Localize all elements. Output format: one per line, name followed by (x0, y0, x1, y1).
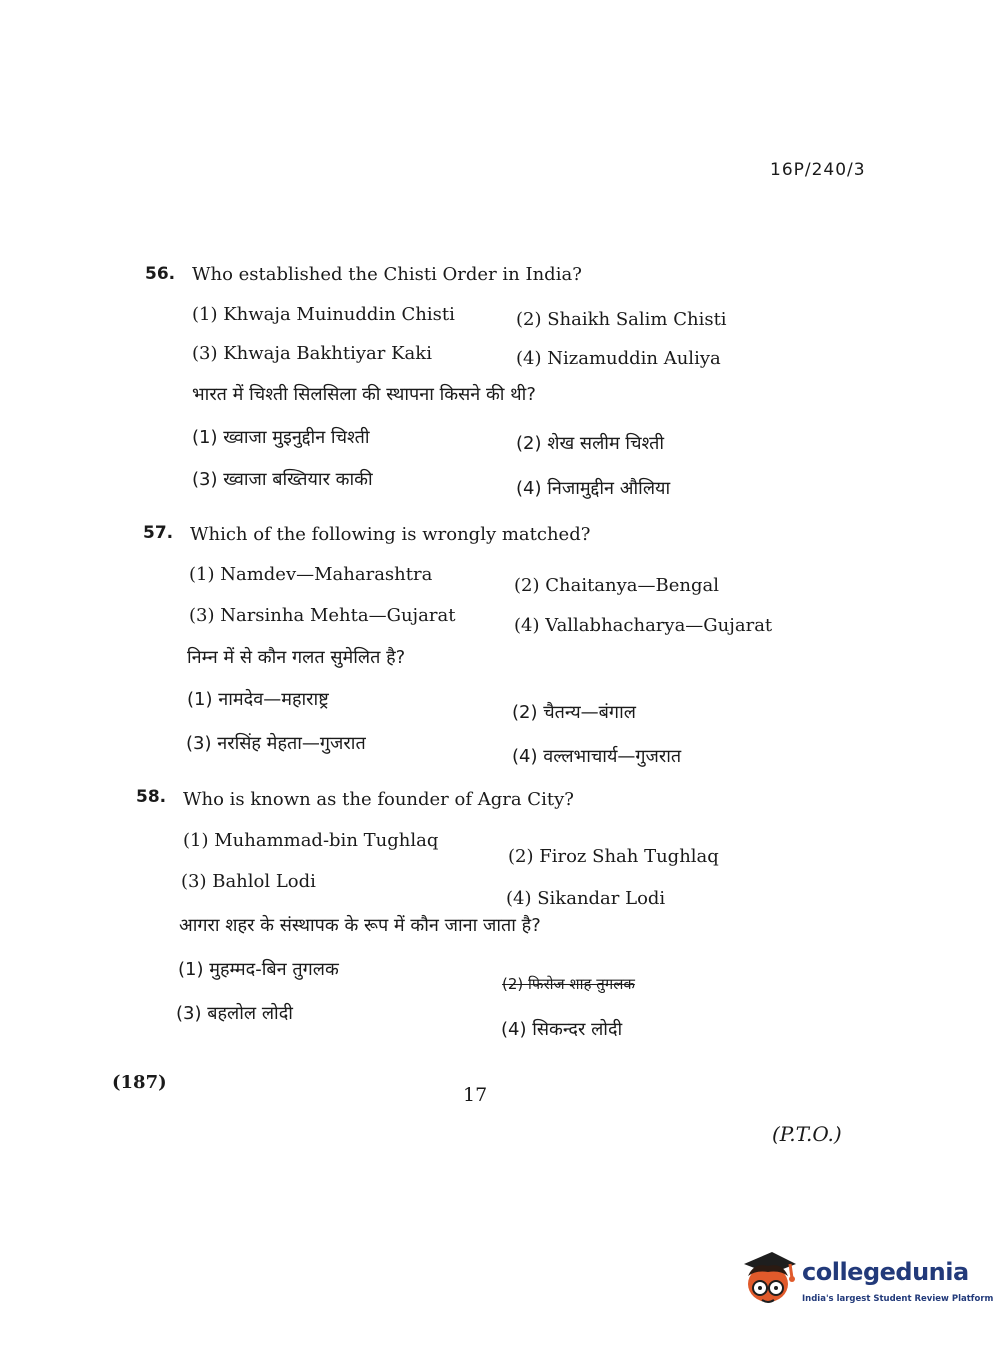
question-text: Who is known as the founder of Agra City? (183, 789, 574, 810)
option-4: (4) Sikandar Lodi (506, 888, 666, 909)
hindi-option-4: (4) वल्लभाचार्य—गुजरात (512, 746, 682, 767)
page-number: 17 (463, 1084, 488, 1106)
question-number: 57. (143, 523, 174, 543)
footer-paper-code: (187) (112, 1072, 167, 1093)
hindi-option-4: (4) निजामुद्दीन औलिया (516, 478, 671, 499)
hindi-option-3: (3) बहलोल लोदी (176, 1003, 293, 1024)
option-1: (1) Muhammad-bin Tughlaq (183, 830, 439, 851)
hindi-option-4: (4) सिकन्दर लोदी (501, 1019, 623, 1040)
option-2: (2) Chaitanya—Bengal (514, 575, 720, 596)
option-4: (4) Nizamuddin Auliya (516, 348, 721, 369)
question-number: 56. (145, 264, 176, 284)
hindi-option-3: (3) ख्वाजा बख्तियार काकी (192, 469, 373, 490)
hindi-option-2: (2) फिरोज शाह तुगलक (502, 975, 635, 993)
hindi-option-2: (2) शेख सलीम चिश्ती (516, 433, 665, 454)
paper-code-header: 16P/240/3 (770, 160, 866, 180)
option-4: (4) Vallabhacharya—Gujarat (514, 615, 773, 636)
option-3: (3) Khwaja Bakhtiyar Kaki (192, 343, 432, 364)
mascot-icon (740, 1248, 798, 1310)
option-2: (2) Shaikh Salim Chisti (516, 309, 727, 330)
hindi-option-3: (3) नरसिंह मेहता—गुजरात (186, 733, 366, 754)
question-number: 58. (136, 787, 167, 807)
hindi-option-1: (1) नामदेव—महाराष्ट्र (187, 689, 329, 710)
option-3: (3) Narsinha Mehta—Gujarat (189, 605, 456, 626)
option-1: (1) Namdev—Maharashtra (189, 564, 433, 585)
question-text-hindi: निम्न में से कौन गलत सुमेलित है? (187, 647, 406, 668)
question-text-hindi: भारत में चिश्ती सिलसिला की स्थापना किसने की थी? (192, 384, 536, 405)
option-2: (2) Firoz Shah Tughlaq (508, 846, 719, 867)
collegedunia-watermark (740, 1248, 994, 1318)
option-3: (3) Bahlol Lodi (181, 871, 316, 892)
question-text: Who established the Chisti Order in India? (192, 264, 582, 285)
pto-label: (P.T.O.) (772, 1122, 842, 1146)
option-1: (1) Khwaja Muinuddin Chisti (192, 304, 455, 325)
brand-name: collegedunia (802, 1258, 969, 1286)
hindi-option-2: (2) चैतन्य—बंगाल (512, 702, 636, 723)
question-text-hindi: आगरा शहर के संस्थापक के रूप में कौन जाना जाता है? (179, 915, 541, 936)
question-text: Which of the following is wrongly matched? (190, 524, 591, 545)
brand-tagline: India's largest Student Review Platform (802, 1294, 994, 1304)
hindi-option-1: (1) मुहम्मद-बिन तुगलक (178, 959, 339, 980)
hindi-option-1: (1) ख्वाजा मुइनुद्दीन चिश्ती (192, 427, 370, 448)
